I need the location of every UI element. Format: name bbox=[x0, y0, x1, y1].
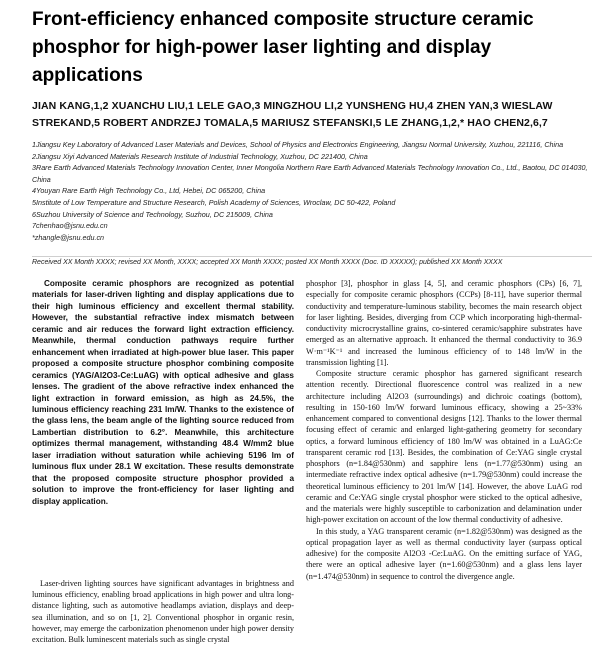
affiliation-2: 2Jiangsu Xiyi Advanced Materials Research Institute of Industrial Technology, Xuzhou, DC 221400, China bbox=[32, 151, 368, 161]
affiliation-3: 3Rare Earth Advanced Materials Technology Innovation Center, Inner Mongolia Northern Rare Earth Advanced Materials Technology Innovation Co., Ltd., Baotou, DC 014030, China bbox=[32, 163, 588, 184]
body-paragraph-2: Composite structure ceramic phosphor has garnered significant research attention recently. Directional fluorescence control was realized in a new architecture including Al2O3 (surroundings) and dichroic coatings (bottom), resulting in 150-160 lm/W forward luminous efficacy, showing a 25~33% enhancement compared to conventional designs [12]. Thanks to the lower thermal focusing effect of ceramic and enlarged light-gathering geometry for secondary optics, a forward luminous efficiency of 180 lm/W was obtained in a LuAG:Ce transparent ceramic rod [13]. Besides, the combination of Ce:YAG single crystal phosphors (n=1.84@530nm) and sapphire lens (n=1.77@530nm) using an intermediate refractive index optical adhesive (n=1.79@530nm) could increase the theoretical luminous efficiency to 201 lm/W [14]. However, the above LuAG rod ceramic and Ce:YAG single crystal phosphor were sticked to the optical adhesive, and the materials were highly susceptible to carbonization and delamination under high-power excitation on account of the low thermal conductivity of adhesive. bbox=[306, 369, 582, 525]
body-paragraph-3: In this study, a YAG transparent ceramic (n=1.82@530nm) was designed as the optical propagation layer as well as thermal conductivity layer (surpass optical adhesive) for the composite Al2O3 -Ce:LuAG. On the emitting surface of YAG, there were an optical adhesive layer (n=1.60@530nm) and a glass lens layer (n=1.474@530nm) in sequence to control the divergence angle. bbox=[306, 526, 582, 581]
affiliation-5: 5Institute of Low Temperature and Structure Research, Polish Academy of Sciences, Wroclaw, DC 50-422, Poland bbox=[32, 197, 396, 207]
corresponding-email: *zhangle@jsnu.edu.cn bbox=[32, 232, 105, 242]
affiliation-6: 6Suzhou University of Science and Technology, Suzhou, DC 215009, China bbox=[32, 209, 273, 219]
paper-title: Front-efficiency enhanced composite structure ceramic phosphor for high-power laser lighting and display applications bbox=[32, 9, 534, 86]
affiliation-1: 1Jiangsu Key Laboratory of Advanced Laser Materials and Devices, School of Physics and Electronics Engineering, Jiangsu Normal University, Xuzhou, 221116, China bbox=[32, 140, 564, 149]
abstract: Composite ceramic phosphors are recognized as potential materials for laser-driven lighting and display applications due to their high luminous efficiency and excellent thermal stability. However, the substantial refractive index mismatch between ceramic and air reduces the forward light extraction efficiency. Meanwhile, thermal conduction pathways require further enhancement when irradiated at high-power blue laser. This paper proposed a composite structure phosphor combining composite ceramics (YAG/Al2O3-Ce:LuAG) with optical adhesive and glass lenses. The gradient of the above refractive index enhanced the light extraction in forward emission, as high as 24.5%, the luminous efficiency reaching 231 lm/W. Thanks to the existence of the glass lens, the beam angle of the lighting source reduced from Lambertian distribution to 6.2°. Meanwhile, this architecture optimizes thermal management, withstanding 48.4 W/mm2 blue laser irradiation without saturation while achieving 5196 lm of luminous flux under 28.1 W excitation. These results demonstrate that the proposed composite structure phosphor provided a solution to improve the front-efficiency for laser lighting and display application. bbox=[32, 279, 294, 506]
affiliation-4: 4Youyan Rare Earth High Technology Co., Ltd, Hebei, DC 065200, China bbox=[32, 186, 266, 196]
affiliation-7: 7chenhao@jsnu.edu.cn bbox=[32, 221, 108, 231]
author-list: JIAN KANG,1,2 XUANCHU LIU,1 LELE GAO,3 MINGZHOU LI,2 YUNSHENG HU,4 ZHEN YAN,3 WIESLAW STREKAND,5 ROBERT ANDRZEJ TOMALA,5 MARIUSZ STEFANSKI,5 LE ZHANG,1,2,* HAO CHEN2,6,7 bbox=[32, 100, 553, 129]
affiliations bbox=[32, 139, 592, 243]
right-column bbox=[306, 278, 582, 582]
body-paragraph-1: phosphor [3], phosphor in glass [4, 5], and ceramic phosphors (CPs) [6, 7], especially for composite ceramic phosphors (CCPs) [8-11], have superior thermal conductivity and temperature-luminous stability, becomes the main research object for laser lighting. Besides, diverging from CCP which incorporating high-thermal-conductivity microcrystalline grains, co-sintered ceramic/sapphire substrates have emerged as an alternative approach. It enhanced the thermal conductivity to 36.9 W·m⁻¹K⁻¹ and increased the luminous efficiency of to 148 lm/W in the transmission lighting [1]. bbox=[306, 279, 582, 367]
intro-paragraph: Laser-driven lighting sources have significant advantages in brightness and luminous efficiency, enabling broad applications in high power and ultra long-distance lighting, such as automotive headlamps aviation, displays and deep-sea illumination, and so on [1, 2]. Conventional phosphor in organic resin, however, may emerge the carbonization phenomenon under high power density excitation. Bulk luminescent materials such as single crystal bbox=[32, 579, 294, 645]
received-dates: Received XX Month XXXX; revised XX Month, XXXX; accepted XX Month XXXX; posted XX Month XXXX (Doc. ID XXXXX); published XX Month XXXX bbox=[32, 256, 592, 266]
